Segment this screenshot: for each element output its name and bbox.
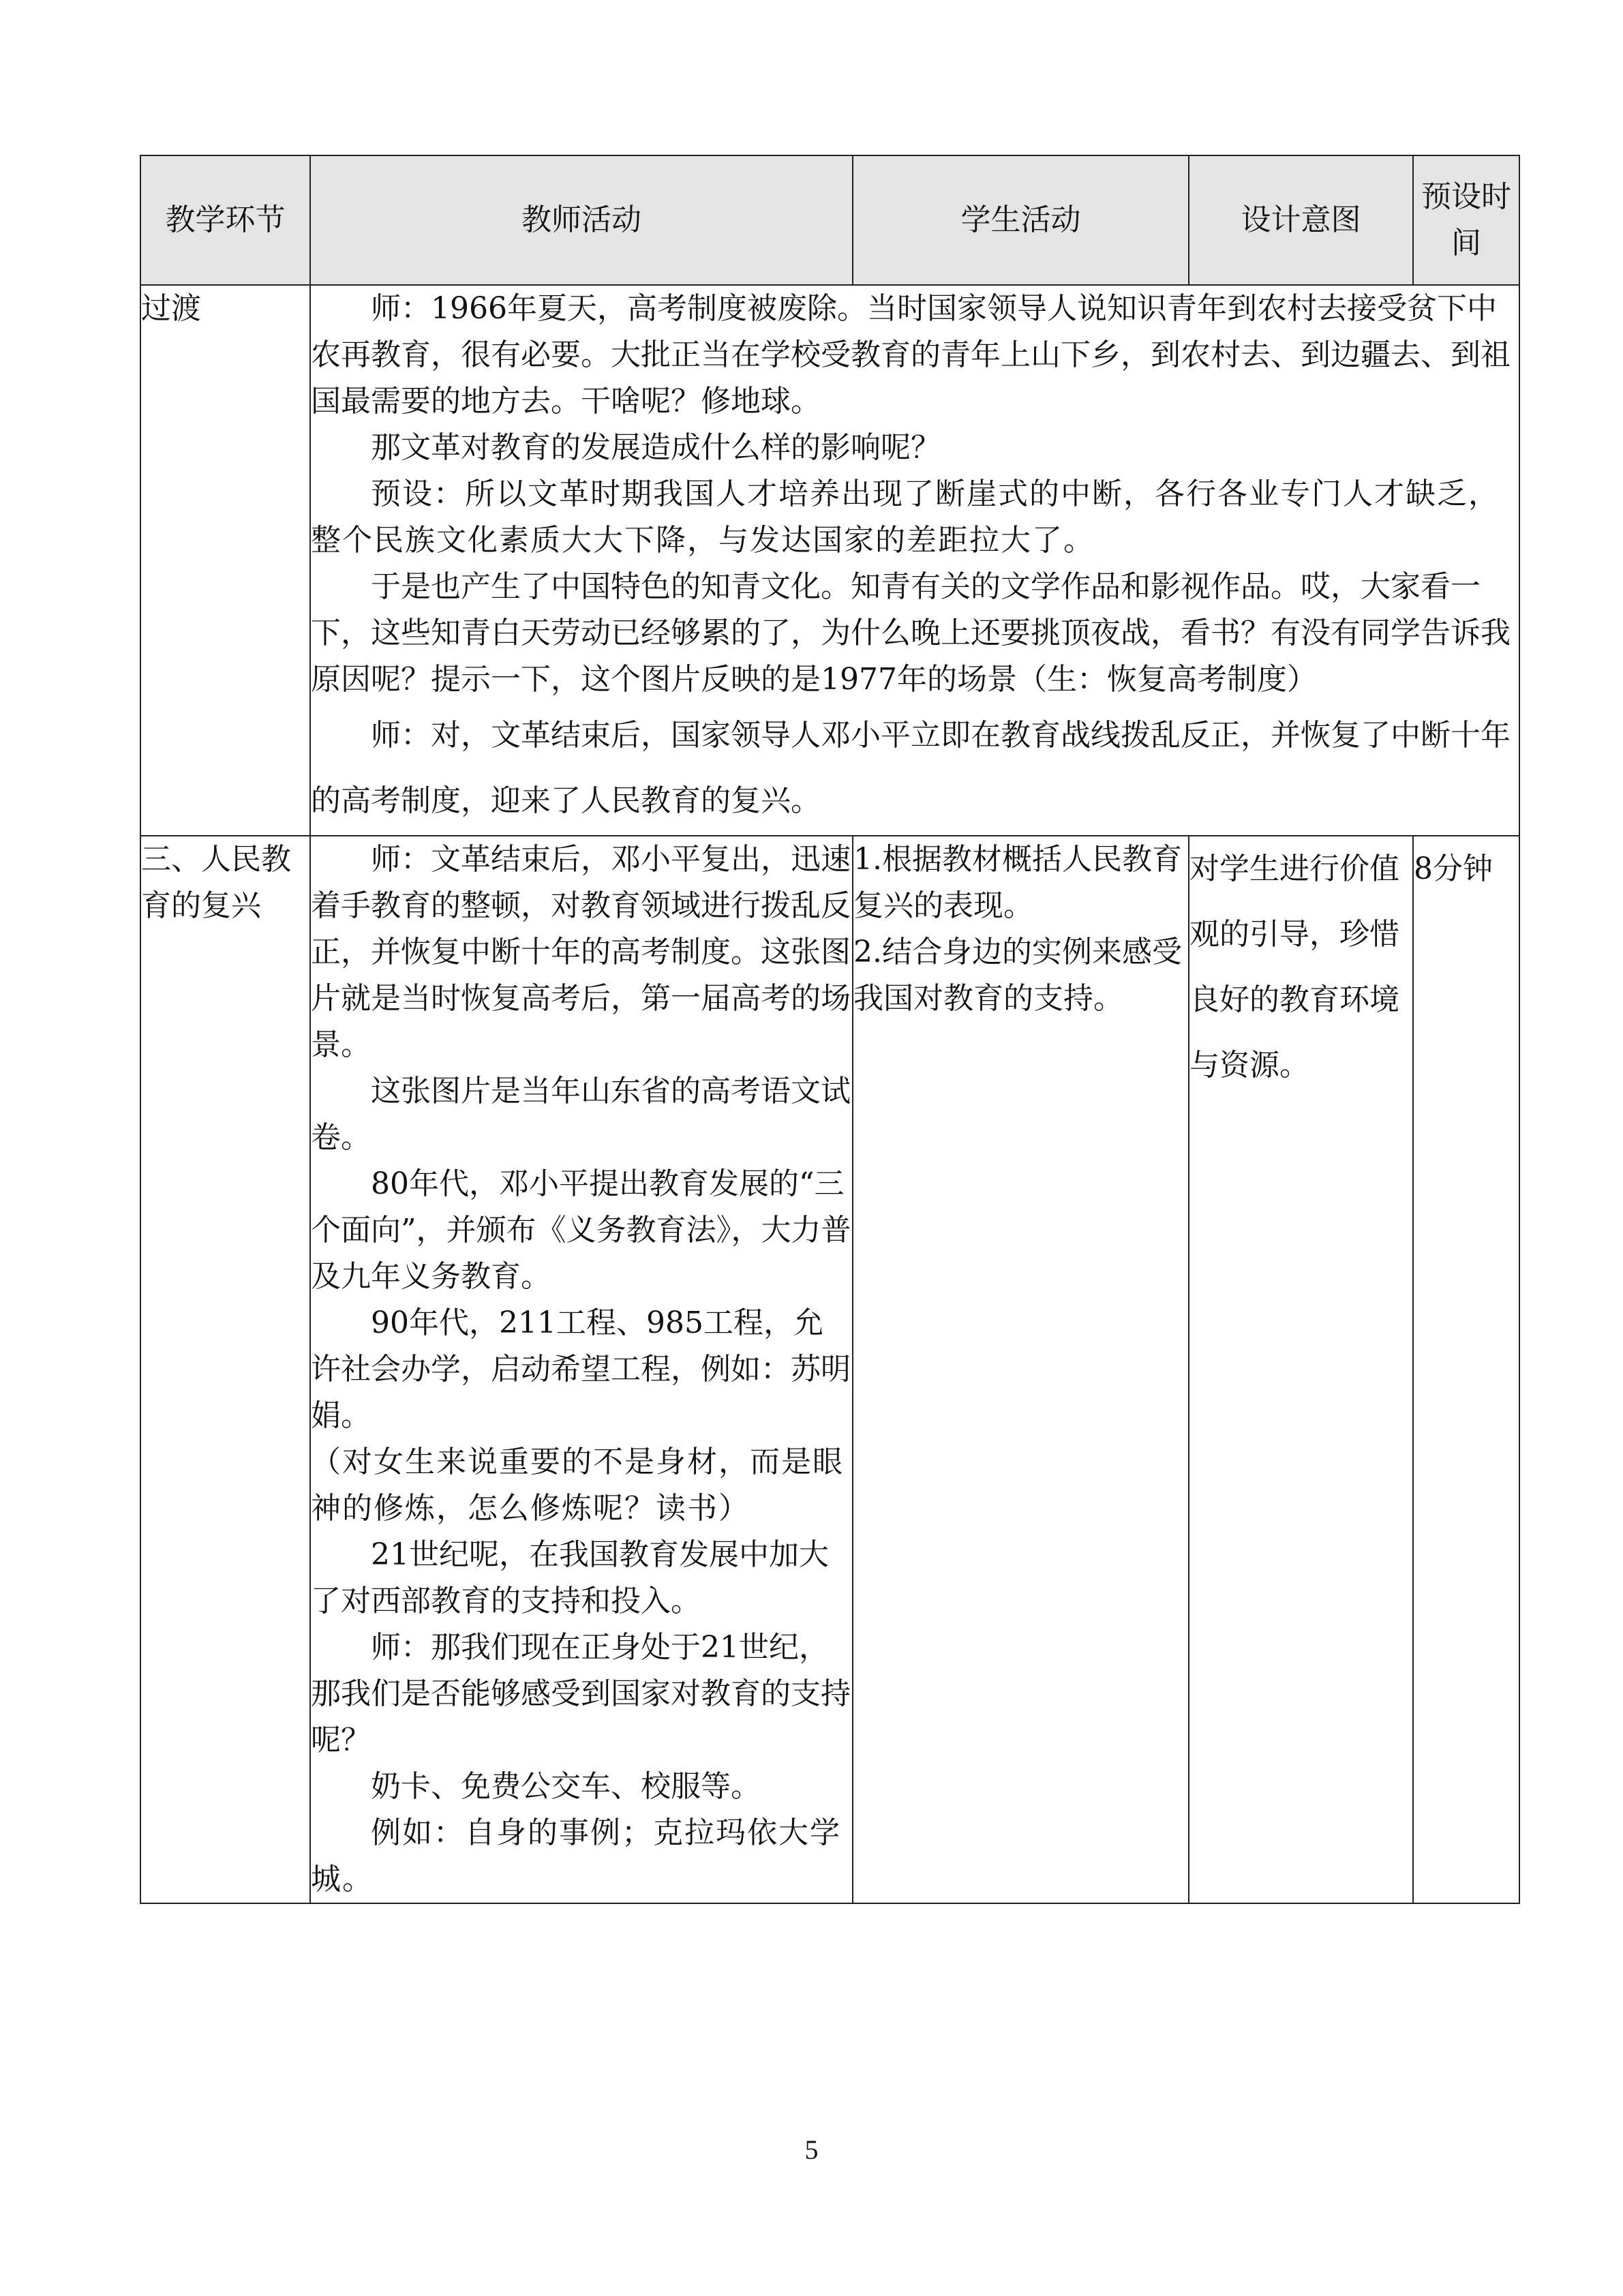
revival-design-intent [1189, 836, 1413, 1903]
revival-teacher-paragraph: 21世纪呢，在我国教育发展中加大了对西部教育的支持和投入。 [311, 1537, 829, 1618]
revival-teacher-activity [310, 836, 853, 1903]
transition-paragraph: 于是也产生了中国特色的知青文化。知青有关的文学作品和影视作品。哎，大家看一下，这些知青白天劳动已经够累的了，为什么晚上还要挑顶夜战，看书？有没有同学告诉我原因呢？提示一下，这个图片反映的是1977年的场景（生：恢复高考制度） [311, 569, 1511, 697]
transition-paragraph: 预设：所以文革时期我国人才培养出现了断崖式的中断，各行各业专门人才缺乏，整个民族文化素质大大下降，与发达国家的差距拉大了。 [311, 477, 1500, 558]
revival-teacher-paragraph: 例如：自身的事例；克拉玛依大学城。 [311, 1815, 841, 1897]
transition-paragraph: 师：1966年夏天，高考制度被废除。当时国家领导人说知识青年到农村去接受贫下中农再教育，很有必要。大批正当在学校受教育的青年上山下乡，到农村去、到边疆去、到祖国最需要的地方去。干啥呢？修地球。 [311, 291, 1511, 419]
header-row [140, 155, 1519, 285]
header-student-activity: 学生活动 [853, 155, 1189, 285]
transition-paragraph: 师：对，文革结束后，国家领导人邓小平立即在教育战线拨乱反正，并恢复了中断十年的高考制度，迎来了人民教育的复兴。 [311, 718, 1511, 818]
transition-row [140, 285, 1519, 836]
revival-student-activity [853, 836, 1189, 1903]
transition-section-label: 过渡 [140, 285, 310, 836]
header-design-intent: 设计意图 [1189, 155, 1413, 285]
revival-student-item: 1.根据教材概括人民教育复兴的表现。 [853, 842, 1182, 923]
revival-teacher-paragraph: （对女生来说重要的不是身材，而是眼神的修炼，怎么修炼呢？读书） [311, 1445, 844, 1526]
header-teacher-activity: 教师活动 [310, 155, 853, 285]
revival-student-item: 2.结合身边的实例来感受我国对教育的支持。 [853, 935, 1182, 1016]
transition-paragraph: 那文革对教育的发展造成什么样的影响呢？ [371, 430, 941, 465]
revival-time-text: 8分钟 [1414, 851, 1493, 886]
transition-content [310, 285, 1519, 836]
revival-preset-time [1413, 836, 1519, 1903]
revival-teacher-paragraph: 师：那我们现在正身处于21世纪，那我们是否能够感受到国家对教育的支持呢？ [311, 1630, 851, 1757]
revival-row [140, 836, 1519, 1903]
header-preset-time: 预设时间 [1413, 155, 1519, 285]
header-section: 教学环节 [140, 155, 310, 285]
revival-teacher-paragraph: 90年代，211工程、985工程，允许社会办学，启动希望工程，例如：苏明娟。 [311, 1305, 851, 1433]
revival-teacher-paragraph: 80年代，邓小平提出教育发展的“三个面向”，并颁布《义务教育法》，大力普及九年义务教育。 [311, 1166, 851, 1294]
revival-design-text: 对学生进行价值观的引导，珍惜良好的教育环境与资源。 [1189, 851, 1399, 1083]
lesson-plan-table [140, 155, 1520, 1904]
revival-teacher-paragraph: 这张图片是当年山东省的高考语文试卷。 [311, 1074, 851, 1155]
revival-teacher-paragraph: 奶卡、免费公交车、校服等。 [371, 1769, 761, 1804]
revival-section-label: 三、人民教育的复兴 [140, 836, 310, 1903]
page-number: 5 [804, 2134, 819, 2165]
revival-teacher-paragraph: 师：文革结束后，邓小平复出，迅速着手教育的整顿，对教育领域进行拨乱反正，并恢复中断十年的高考制度。这张图片就是当时恢复高考后，第一届高考的场景。 [311, 842, 851, 1062]
